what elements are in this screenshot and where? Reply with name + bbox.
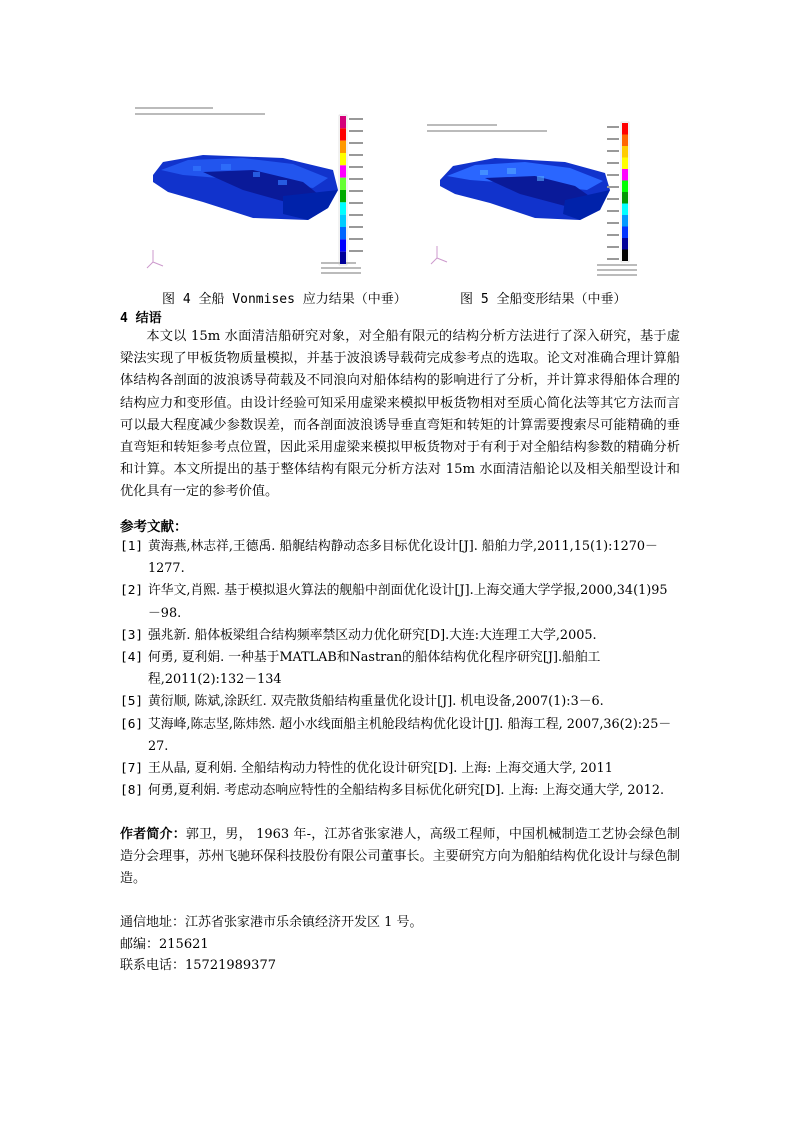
legend-swatch <box>622 227 628 239</box>
reference-number: [2] <box>120 583 144 599</box>
legend-swatch <box>622 181 628 193</box>
legend-swatch <box>340 239 346 251</box>
reference-number: [7] <box>120 761 144 777</box>
contact-address: 通信地址：江苏省张家港市乐余镇经济开发区 1 号。 <box>120 915 423 930</box>
legend-swatch <box>622 135 628 147</box>
figure-5-image <box>425 118 645 278</box>
references-list <box>120 536 680 802</box>
reference-item <box>120 647 680 691</box>
legend-swatch <box>340 178 346 190</box>
figure-5-caption: 图 5 全船变形结果（中垂） <box>460 292 627 307</box>
legend-swatch <box>340 116 346 128</box>
legend-swatch <box>622 215 628 227</box>
legend-swatch <box>340 202 346 214</box>
reference-text: 何勇, 夏利娟. 一种基于MATLAB和Nastran的船体结构优化程序研究[J].船舶工程,2011(2):132－134 <box>148 650 601 688</box>
reference-item <box>120 758 680 780</box>
legend-swatch <box>622 146 628 158</box>
figure-4-caption: 图 4 全船 Vonmises 应力结果（中垂） <box>162 292 407 307</box>
legend-swatch <box>340 153 346 165</box>
reference-text: 王从晶, 夏利娟. 全船结构动力特性的优化设计研究[D]. 上海: 上海交通大学, 2011 <box>148 761 613 777</box>
reference-number: [4] <box>120 650 144 666</box>
reference-number: [8] <box>120 783 144 799</box>
conclusion-paragraph: 本文以 15m 水面清洁船研究对象，对全船有限元的结构分析方法进行了深入研究，基于虚梁法实现了甲板货物质量模拟，并基于波浪诱导载荷完成参考点的选取。论文对准确合理计算船体结构各剖面的波浪诱导荷载及不同浪向对船体结构的影响进行了分析，并计算求得船体合理的结构应力和变形值。由设计经验可知采用虚梁来模拟甲板货物相对至质心简化法等其它方法而言可以最大程度减少参数误差，而各剖面波浪诱导垂直弯矩和转矩的计算需要搜索尽可能精确的垂直弯矩和转矩参考点位置，因此采用虚梁来模拟甲板货物对于有利于对全船结构参数的精确分析和计算。本文所提出的基于整体结构有限元分析方法对 15m 水面清洁船论以及相关船型设计和优化具有一定的参考价值。 <box>120 329 680 500</box>
legend-swatch <box>340 141 346 153</box>
reference-text: 黄衍顺, 陈斌,涂跃红. 双壳散货船结构重量优化设计[J]. 机电设备,2007(1):3－6. <box>148 694 604 710</box>
author-label: 作者简介： <box>120 827 186 842</box>
reference-item <box>120 625 680 647</box>
legend-swatch <box>340 252 346 264</box>
contact-info <box>120 912 423 977</box>
legend-swatch <box>622 238 628 250</box>
legend-swatch <box>622 204 628 216</box>
reference-text: 黄海燕,林志祥,王德禹. 船艉结构静动态多目标优化设计[J]. 船舶力学,2011,15(1):1270－1277. <box>148 539 658 577</box>
reference-number: [3] <box>120 627 144 643</box>
reference-item <box>120 580 680 624</box>
legend-swatch <box>622 158 628 170</box>
legend-swatch <box>340 190 346 202</box>
reference-number: [6] <box>120 716 144 732</box>
legend-swatch <box>340 128 346 140</box>
legend-swatch <box>340 165 346 177</box>
figure-4-image <box>133 100 373 280</box>
contact-phone: 联系电话：15721989377 <box>120 958 276 973</box>
legend-swatch <box>340 227 346 239</box>
reference-item <box>120 780 680 802</box>
contact-postcode: 邮编：215621 <box>120 936 209 952</box>
reference-number: [5] <box>120 694 144 710</box>
reference-text: 强兆新. 船体板梁组合结构频率禁区动力优化研究[D].大连:大连理工大学,2005. <box>148 627 597 643</box>
legend-swatch <box>340 215 346 227</box>
reference-item <box>120 714 680 758</box>
legend-swatch <box>622 192 628 204</box>
reference-text: 许华文,肖熙. 基于模拟退火算法的舰船中剖面优化设计[J].上海交通大学学报,2000,34(1)95－98. <box>148 583 668 621</box>
reference-number: [1] <box>120 539 144 554</box>
reference-text: 艾海峰,陈志坚,陈炜然. 超小水线面船主机舱段结构优化设计[J]. 船海工程, 2007,36(2):25－27. <box>148 716 672 754</box>
legend-swatch <box>622 169 628 181</box>
author-bio <box>120 824 680 891</box>
legend-swatch <box>622 123 628 135</box>
legend-swatch <box>622 250 628 262</box>
reference-item <box>120 536 680 580</box>
section-title: 4 结语 <box>120 311 162 326</box>
references-title: 参考文献： <box>120 519 188 535</box>
reference-item <box>120 691 680 713</box>
author-text: 郭卫，男， 1963 年-，江苏省张家港人，高级工程师，中国机械制造工艺协会绿色制造分会理事，苏州飞驰环保科技股份有限公司董事长。主要研究方向为船舶结构优化设计与绿色制造。 <box>120 827 680 887</box>
reference-text: 何勇,夏利娟. 考虑动态响应特性的全船结构多目标优化研究[D]. 上海: 上海交通大学, 2012. <box>148 783 665 799</box>
